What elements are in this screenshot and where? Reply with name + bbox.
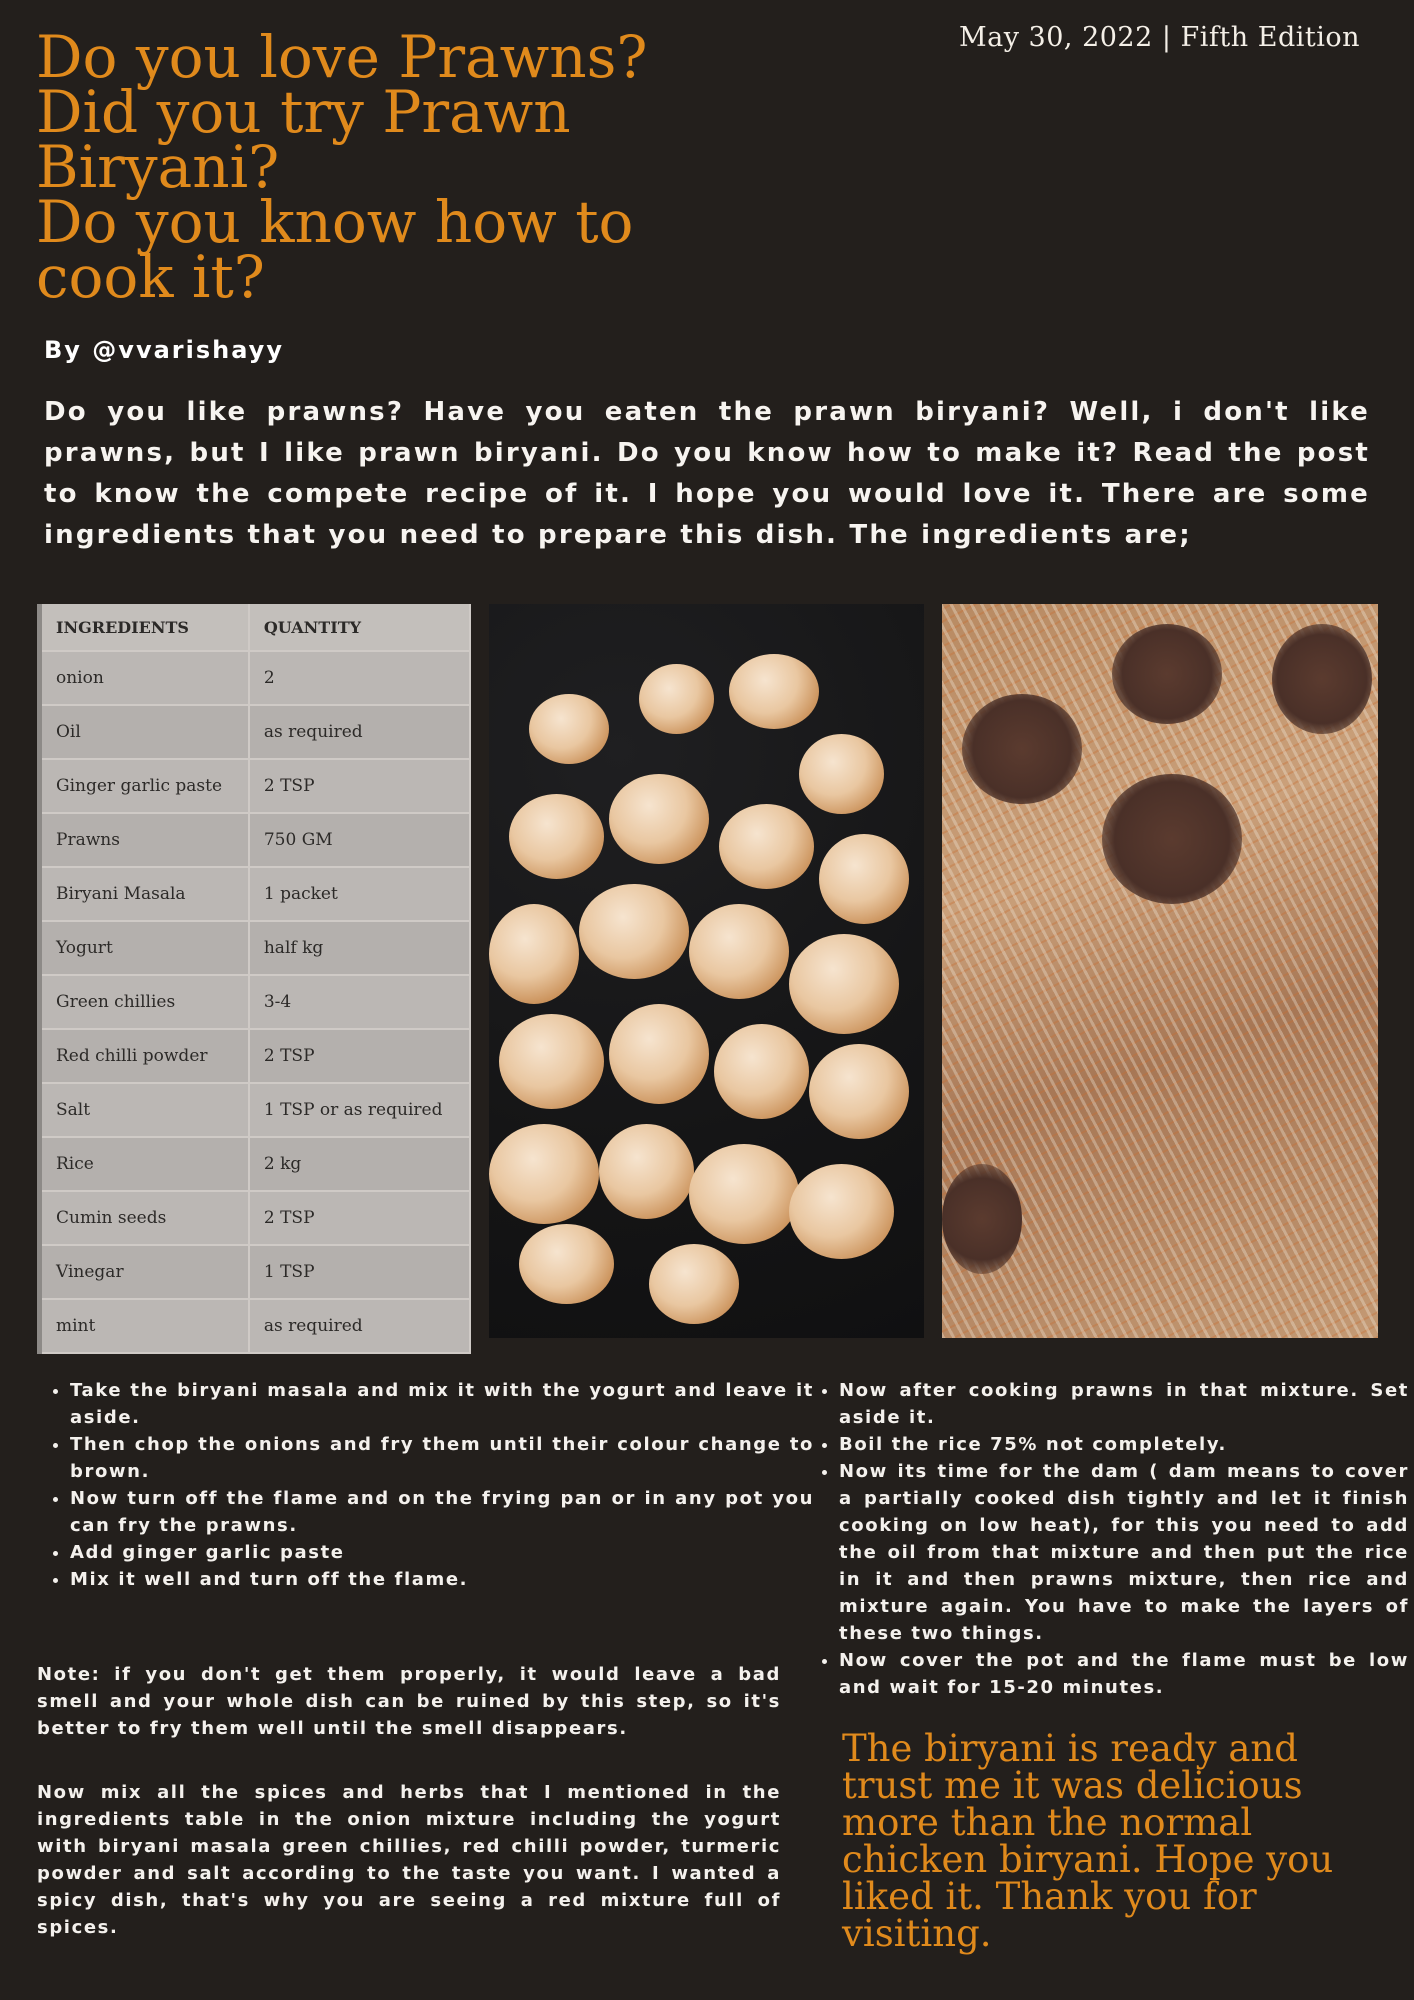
- recipe-steps-left: [37, 1377, 814, 1593]
- closing-message: The biryani is ready and trust me it was delicious more than the normal chicken biryani. Hope you liked it. Thank you for visiting.: [842, 1727, 1334, 1955]
- quantity-cell: 2 TSP: [249, 1191, 470, 1245]
- table-row: [40, 1191, 471, 1245]
- recipe-steps-right: [806, 1377, 1409, 1701]
- quantity-cell: as required: [249, 705, 470, 759]
- quantity-cell: 750 GM: [249, 813, 470, 867]
- list-item: • Now its time for the dam ( dam means to cover a partially cooked dish tightly and let it finish cooking on low heat), for this you need to add the oil from that mixture and then put the rice in it and then prawns mixture, then rice and mixture again. You have to make the layers of these two things.: [839, 1458, 1409, 1647]
- quantity-cell: 1 packet: [249, 867, 470, 921]
- table-row: [40, 1083, 471, 1137]
- list-item: • Boil the rice 75% not completely.: [839, 1431, 1409, 1458]
- prawn-biryani-photo: [942, 604, 1378, 1338]
- quantity-cell: as required: [249, 1299, 470, 1353]
- edition-date: May 30, 2022 | Fifth Edition: [958, 22, 1360, 53]
- table-row: [40, 705, 471, 759]
- quantity-cell: 2 TSP: [249, 1029, 470, 1083]
- fried-prawns-photo: [489, 604, 924, 1338]
- list-item: • Now cover the pot and the flame must be low and wait for 15-20 minutes.: [839, 1647, 1409, 1701]
- title-line: Do you love Prawns?: [36, 23, 648, 91]
- table-row: [40, 921, 471, 975]
- quantity-cell: 3-4: [249, 975, 470, 1029]
- list-item: • Add ginger garlic paste: [70, 1539, 814, 1566]
- ingredients-table: [37, 604, 471, 1354]
- ingredient-cell: Rice: [40, 1137, 249, 1191]
- ingredient-cell: Cumin seeds: [40, 1191, 249, 1245]
- list-item: • Now turn off the flame and on the frying pan or in any pot you can fry the prawns.: [70, 1485, 814, 1539]
- table-row: [40, 651, 471, 705]
- ingredient-cell: Red chilli powder: [40, 1029, 249, 1083]
- ingredient-cell: Prawns: [40, 813, 249, 867]
- ingredient-cell: Green chillies: [40, 975, 249, 1029]
- intro-paragraph: Do you like prawns? Have you eaten the prawn biryani? Well, i don't like prawns, but I like prawn biryani. Do you know how to make it? Read the post to know the compete recipe of it. I hope you would love it. There are some ingredients that you need to prepare this dish. The ingredients are;: [44, 397, 1370, 550]
- quantity-cell: 2 TSP: [249, 759, 470, 813]
- quantity-header: QUANTITY: [249, 604, 470, 651]
- page-title: [36, 23, 676, 311]
- mix-paragraph: Now mix all the spices and herbs that I mentioned in the ingredients table in the onion mixture including the yogurt with biryani masala green chillies, red chilli powder, turmeric powder and salt according to the taste you want. I wanted a spicy dish, that's why you are seeing a red mixture full of spices.: [37, 1782, 781, 1938]
- table-row: [40, 1137, 471, 1191]
- table-row: [40, 1029, 471, 1083]
- table-row: [40, 867, 471, 921]
- note-paragraph: Note: if you don't get them properly, it would leave a bad smell and your whole dish can be ruined by this step, so it's better to fry them well until the smell disappears.: [37, 1664, 781, 1739]
- table-row: [40, 759, 471, 813]
- author-byline: By @vvarishayy: [44, 336, 284, 364]
- quantity-cell: 1 TSP or as required: [249, 1083, 470, 1137]
- list-item: • Take the biryani masala and mix it with the yogurt and leave it aside.: [70, 1377, 814, 1431]
- ingredient-cell: Biryani Masala: [40, 867, 249, 921]
- ingredient-cell: Yogurt: [40, 921, 249, 975]
- quantity-cell: 2: [249, 651, 470, 705]
- ingredients-table-body: [40, 651, 471, 1353]
- title-line: Do you know how to: [36, 188, 634, 256]
- table-row: [40, 975, 471, 1029]
- title-line: Did you try Prawn: [36, 78, 571, 146]
- ingredient-cell: Vinegar: [40, 1245, 249, 1299]
- table-header-row: [40, 604, 471, 651]
- list-item: • Then chop the onions and fry them until their colour change to brown.: [70, 1431, 814, 1485]
- title-line: cook it?: [36, 243, 265, 311]
- quantity-cell: half kg: [249, 921, 470, 975]
- list-item: • Now after cooking prawns in that mixture. Set aside it.: [839, 1377, 1409, 1431]
- list-item: • Mix it well and turn off the flame.: [70, 1566, 814, 1593]
- ingredient-cell: Salt: [40, 1083, 249, 1137]
- ingredient-cell: mint: [40, 1299, 249, 1353]
- ingredient-cell: Oil: [40, 705, 249, 759]
- ingredient-cell: onion: [40, 651, 249, 705]
- quantity-cell: 1 TSP: [249, 1245, 470, 1299]
- table-row: [40, 1299, 471, 1353]
- title-line: Biryani?: [36, 133, 280, 201]
- ingredients-header: INGREDIENTS: [40, 604, 249, 651]
- table-row: [40, 1245, 471, 1299]
- ingredient-cell: Ginger garlic paste: [40, 759, 249, 813]
- quantity-cell: 2 kg: [249, 1137, 470, 1191]
- table-row: [40, 813, 471, 867]
